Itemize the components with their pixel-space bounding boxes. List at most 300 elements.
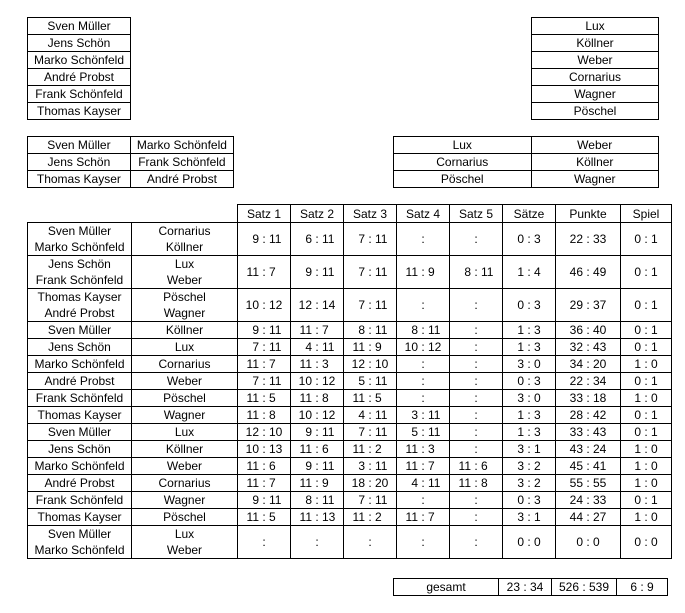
- set-score-value: :: [421, 535, 425, 549]
- set-score: [291, 441, 344, 458]
- set-score-value: 10 : 12: [298, 374, 336, 388]
- set-score-value: :: [421, 357, 425, 371]
- set-score: [397, 373, 450, 390]
- sets-total: [503, 475, 556, 492]
- set-score-value: 8 : 11: [305, 493, 335, 507]
- player-name: Wagner: [532, 86, 659, 103]
- set-score-value: :: [474, 425, 478, 439]
- set-score-value: :: [474, 323, 478, 337]
- column-header: Spiel: [621, 205, 672, 223]
- set-score: [291, 458, 344, 475]
- points-value: 36 : 40: [569, 323, 607, 337]
- set-score: [450, 322, 503, 339]
- column-header: Punkte: [556, 205, 621, 223]
- set-score-value: 7 : 11: [252, 340, 282, 354]
- set-score-value: 11 : 5: [246, 391, 276, 405]
- away-player: [132, 223, 238, 256]
- points-total: [556, 390, 621, 407]
- set-score: [291, 356, 344, 373]
- game-value: 0 : 1: [634, 323, 658, 337]
- away-player: Wagner: [132, 492, 238, 509]
- sets-value: 1 : 4: [517, 265, 541, 279]
- set-score-value: 10 : 12: [298, 408, 336, 422]
- sets-value: 0 : 3: [517, 232, 541, 246]
- set-score-value: 18 : 20: [351, 476, 389, 490]
- column-header: Satz 2: [291, 205, 344, 223]
- set-score: [344, 356, 397, 373]
- sets-value: 0 : 3: [517, 374, 541, 388]
- sets-value: 0 : 3: [517, 298, 541, 312]
- set-score-value: :: [474, 408, 478, 422]
- set-score-value: :: [474, 535, 478, 549]
- sets-value: 0 : 0: [517, 535, 541, 549]
- set-score: [397, 526, 450, 559]
- player-name: Weber: [531, 137, 659, 154]
- set-score-value: :: [474, 298, 478, 312]
- points-total: [556, 441, 621, 458]
- game-result: [621, 407, 672, 424]
- away-player: Weber: [132, 458, 238, 475]
- set-score-value: :: [421, 298, 425, 312]
- player-name: Weber: [532, 52, 659, 69]
- set-score-value: 11 : 7: [405, 510, 435, 524]
- set-score-value: 11 : 3: [405, 442, 435, 456]
- column-header: Sätze: [503, 205, 556, 223]
- set-score-value: 7 : 11: [358, 232, 388, 246]
- header-blank: [28, 205, 132, 223]
- player-name: Cornarius: [394, 154, 532, 171]
- away-player: Lux: [132, 424, 238, 441]
- set-score-value: 4 : 11: [411, 476, 441, 490]
- set-score-value: :: [315, 535, 319, 549]
- points-value: 46 : 49: [569, 265, 607, 279]
- points-total: [556, 458, 621, 475]
- home-player: Jens Schön: [28, 339, 132, 356]
- set-score-value: 11 : 7: [299, 323, 329, 337]
- points-value: 28 : 42: [569, 408, 607, 422]
- set-score: [291, 339, 344, 356]
- player-name: Sven Müller: [47, 527, 112, 541]
- player-name: Frank Schönfeld: [35, 273, 124, 287]
- sets-total: [503, 223, 556, 256]
- home-player: Thomas Kayser: [28, 509, 132, 526]
- set-score-value: 11 : 9: [299, 476, 329, 490]
- player-name: Jens Schön: [28, 35, 131, 52]
- set-score-value: 10 : 12: [245, 298, 283, 312]
- set-score-value: 11 : 6: [299, 442, 329, 456]
- game-value: 1 : 0: [634, 459, 658, 473]
- sets-value: 3 : 1: [517, 510, 541, 524]
- set-score: [238, 509, 291, 526]
- set-score: [344, 441, 397, 458]
- set-score: [291, 475, 344, 492]
- set-score: [397, 441, 450, 458]
- away-player: Pöschel: [132, 390, 238, 407]
- sets-value: 3 : 0: [517, 357, 541, 371]
- set-score-value: 9 : 11: [252, 493, 282, 507]
- set-score: [397, 322, 450, 339]
- set-score-value: 11 : 7: [246, 357, 276, 371]
- player-name: Thomas Kayser: [28, 171, 131, 188]
- sets-total: [503, 424, 556, 441]
- set-score-value: :: [474, 510, 478, 524]
- game-result: [621, 492, 672, 509]
- set-score-value: :: [474, 357, 478, 371]
- home-player: Marko Schönfeld: [28, 356, 132, 373]
- game-value: 1 : 0: [634, 357, 658, 371]
- game-result: [621, 526, 672, 559]
- set-score: [450, 526, 503, 559]
- set-score: [450, 356, 503, 373]
- home-player: Jens Schön: [28, 441, 132, 458]
- set-score-value: 11 : 8: [458, 476, 488, 490]
- set-score: [450, 289, 503, 322]
- set-score: [397, 390, 450, 407]
- game-value: 1 : 0: [634, 391, 658, 405]
- set-score: [450, 458, 503, 475]
- home-player: André Probst: [28, 475, 132, 492]
- set-score-value: 4 : 11: [358, 408, 388, 422]
- set-score-value: :: [421, 374, 425, 388]
- sets-total: [503, 373, 556, 390]
- set-score-value: 9 : 11: [252, 232, 282, 246]
- set-score: [238, 424, 291, 441]
- player-name: Wagner: [531, 171, 659, 188]
- set-score: [238, 492, 291, 509]
- set-score: [238, 526, 291, 559]
- column-header: Satz 4: [397, 205, 450, 223]
- doubles-right: [393, 136, 659, 188]
- set-score-value: 11 : 5: [246, 510, 276, 524]
- points-value: 0 : 0: [576, 535, 600, 549]
- game-value: 0 : 1: [634, 408, 658, 422]
- total-sets: [499, 579, 552, 596]
- away-player: [132, 289, 238, 322]
- set-score-value: 10 : 12: [404, 340, 442, 354]
- home-player: Marko Schönfeld: [28, 458, 132, 475]
- sets-total: [503, 407, 556, 424]
- set-score-value: 9 : 11: [305, 265, 335, 279]
- set-score: [238, 373, 291, 390]
- set-score-value: 7 : 11: [358, 265, 388, 279]
- player-name: André Probst: [130, 171, 233, 188]
- set-score: [238, 256, 291, 289]
- set-score: [344, 492, 397, 509]
- sets-value: 1 : 3: [517, 425, 541, 439]
- points-total: [556, 492, 621, 509]
- total-row: [393, 578, 668, 596]
- player-name: Marko Schönfeld: [34, 240, 125, 254]
- away-player: Lux: [132, 339, 238, 356]
- game-value: 0 : 1: [634, 425, 658, 439]
- set-score: [238, 356, 291, 373]
- set-score-value: 12 : 10: [245, 425, 283, 439]
- points-total: [556, 256, 621, 289]
- set-score-value: 11 : 7: [246, 476, 276, 490]
- player-name: Wagner: [163, 306, 206, 320]
- sets-total: [503, 289, 556, 322]
- set-score: [344, 256, 397, 289]
- set-score: [397, 289, 450, 322]
- home-player: Sven Müller: [28, 322, 132, 339]
- sets-total: [503, 256, 556, 289]
- set-score: [344, 373, 397, 390]
- player-name: André Probst: [44, 306, 115, 320]
- total-label: gesamt: [394, 579, 499, 596]
- player-name: Pöschel: [163, 290, 206, 304]
- points-value: 22 : 34: [569, 374, 607, 388]
- set-score-value: 7 : 11: [358, 493, 388, 507]
- sets-value: 3 : 2: [517, 476, 541, 490]
- set-score: [397, 223, 450, 256]
- player-name: Frank Schönfeld: [28, 86, 131, 103]
- player-name: Lux: [532, 18, 659, 35]
- points-value: 29 : 37: [569, 298, 607, 312]
- total-points: [552, 579, 617, 596]
- set-score-value: 11 : 8: [246, 408, 276, 422]
- points-total: [556, 339, 621, 356]
- set-score: [291, 373, 344, 390]
- home-player: Frank Schönfeld: [28, 492, 132, 509]
- set-score: [344, 509, 397, 526]
- set-score: [291, 526, 344, 559]
- set-score-value: 8 : 11: [358, 323, 388, 337]
- player-name: Sven Müller: [28, 137, 131, 154]
- header-blank: [132, 205, 238, 223]
- away-player: Cornarius: [132, 356, 238, 373]
- player-name: Cornarius: [532, 69, 659, 86]
- set-score-value: 11 : 5: [352, 391, 382, 405]
- points-value: 34 : 20: [569, 357, 607, 371]
- set-score-value: :: [368, 535, 372, 549]
- away-player: Pöschel: [132, 509, 238, 526]
- game-result: [621, 356, 672, 373]
- game-result: [621, 509, 672, 526]
- sets-total: [503, 492, 556, 509]
- set-score-value: 11 : 6: [458, 459, 488, 473]
- set-score-value: 11 : 9: [405, 265, 435, 279]
- home-player: Sven Müller: [28, 424, 132, 441]
- set-score: [291, 390, 344, 407]
- game-value: 0 : 1: [634, 374, 658, 388]
- set-score-value: :: [262, 535, 266, 549]
- doubles-left: [27, 136, 234, 188]
- game-value: 0 : 1: [634, 340, 658, 354]
- set-score: [291, 407, 344, 424]
- points-total: [556, 322, 621, 339]
- set-score-value: 11 : 2: [352, 442, 382, 456]
- set-score-value: 4 : 11: [305, 340, 335, 354]
- set-score: [450, 407, 503, 424]
- game-value: 1 : 0: [634, 442, 658, 456]
- points-total: [556, 356, 621, 373]
- set-score-value: 11 : 7: [405, 459, 435, 473]
- player-name: Lux: [174, 257, 195, 271]
- game-result: [621, 441, 672, 458]
- set-score-value: 11 : 8: [299, 391, 329, 405]
- home-player: André Probst: [28, 373, 132, 390]
- total-sets-value: 23 : 34: [506, 580, 544, 594]
- set-score: [238, 458, 291, 475]
- set-score: [344, 390, 397, 407]
- game-result: [621, 322, 672, 339]
- set-score: [291, 256, 344, 289]
- player-name: Cornarius: [158, 224, 211, 238]
- sets-value: 1 : 3: [517, 340, 541, 354]
- sets-value: 3 : 1: [517, 442, 541, 456]
- away-player: Cornarius: [132, 475, 238, 492]
- player-name: Weber: [166, 273, 203, 287]
- set-score: [450, 256, 503, 289]
- set-score: [291, 492, 344, 509]
- set-score: [450, 441, 503, 458]
- player-name: Frank Schönfeld: [130, 154, 233, 171]
- points-value: 24 : 33: [569, 493, 607, 507]
- sets-total: [503, 509, 556, 526]
- game-result: [621, 424, 672, 441]
- points-total: [556, 373, 621, 390]
- set-score-value: 7 : 11: [358, 425, 388, 439]
- player-name: André Probst: [28, 69, 131, 86]
- set-score: [450, 339, 503, 356]
- sets-value: 3 : 0: [517, 391, 541, 405]
- points-value: 32 : 43: [569, 340, 607, 354]
- set-score: [344, 407, 397, 424]
- set-score: [238, 475, 291, 492]
- player-name: Köllner: [532, 35, 659, 52]
- game-value: 0 : 1: [634, 232, 658, 246]
- team-left-roster: [27, 17, 131, 120]
- sets-value: 1 : 3: [517, 323, 541, 337]
- player-name: Jens Schön: [28, 154, 131, 171]
- set-score: [344, 526, 397, 559]
- sets-value: 0 : 3: [517, 493, 541, 507]
- points-total: [556, 509, 621, 526]
- set-score-value: 5 : 11: [411, 425, 441, 439]
- points-value: 44 : 27: [569, 510, 607, 524]
- set-score: [397, 356, 450, 373]
- set-score-value: 6 : 11: [305, 232, 335, 246]
- set-score: [344, 458, 397, 475]
- points-total: [556, 475, 621, 492]
- points-value: 45 : 41: [569, 459, 607, 473]
- set-score: [291, 223, 344, 256]
- player-name: Köllner: [531, 154, 659, 171]
- set-score-value: :: [474, 442, 478, 456]
- game-result: [621, 373, 672, 390]
- sets-total: [503, 322, 556, 339]
- set-score-value: 5 : 11: [358, 374, 388, 388]
- points-value: 22 : 33: [569, 232, 607, 246]
- sets-total: [503, 458, 556, 475]
- set-score-value: 12 : 14: [298, 298, 336, 312]
- set-score-value: 11 : 13: [299, 510, 336, 524]
- game-value: 0 : 0: [634, 535, 658, 549]
- set-score-value: :: [421, 391, 425, 405]
- player-name: Marko Schönfeld: [34, 543, 125, 557]
- set-score: [397, 424, 450, 441]
- set-score: [291, 289, 344, 322]
- game-result: [621, 339, 672, 356]
- home-player: Thomas Kayser: [28, 407, 132, 424]
- sets-value: 3 : 2: [517, 459, 541, 473]
- points-total: [556, 526, 621, 559]
- set-score-value: 3 : 11: [358, 459, 388, 473]
- set-score-value: 3 : 11: [411, 408, 441, 422]
- set-score: [450, 424, 503, 441]
- player-name: Jens Schön: [48, 257, 111, 271]
- away-player: Weber: [132, 373, 238, 390]
- game-value: 0 : 1: [634, 493, 658, 507]
- set-score: [291, 322, 344, 339]
- points-value: 55 : 55: [569, 476, 607, 490]
- set-score-value: :: [421, 232, 425, 246]
- column-header: Satz 5: [450, 205, 503, 223]
- set-score: [450, 223, 503, 256]
- home-player: Frank Schönfeld: [28, 390, 132, 407]
- points-total: [556, 289, 621, 322]
- player-name: Thomas Kayser: [28, 103, 131, 120]
- set-score-value: 9 : 11: [305, 425, 335, 439]
- game-result: [621, 289, 672, 322]
- set-score: [397, 475, 450, 492]
- column-header: Satz 3: [344, 205, 397, 223]
- set-score: [450, 509, 503, 526]
- total-games-value: 6 : 9: [630, 580, 654, 594]
- player-name: Thomas Kayser: [37, 290, 122, 304]
- set-score-value: 11 : 2: [352, 510, 382, 524]
- game-value: 0 : 1: [634, 265, 658, 279]
- sets-total: [503, 390, 556, 407]
- away-player: [132, 526, 238, 559]
- player-name: Marko Schönfeld: [28, 52, 131, 69]
- set-score-value: 9 : 11: [252, 323, 282, 337]
- set-score: [397, 407, 450, 424]
- set-score: [397, 458, 450, 475]
- home-player: [28, 526, 132, 559]
- sets-total: [503, 526, 556, 559]
- set-score: [238, 223, 291, 256]
- home-player: [28, 223, 132, 256]
- set-score-value: :: [474, 493, 478, 507]
- game-result: [621, 256, 672, 289]
- set-score: [238, 390, 291, 407]
- set-score: [397, 256, 450, 289]
- away-player: Köllner: [132, 441, 238, 458]
- game-value: 0 : 1: [634, 298, 658, 312]
- game-result: [621, 475, 672, 492]
- player-name: Sven Müller: [28, 18, 131, 35]
- set-score-value: 7 : 11: [252, 374, 282, 388]
- set-score: [397, 339, 450, 356]
- away-player: [132, 256, 238, 289]
- sets-total: [503, 339, 556, 356]
- set-score-value: :: [421, 493, 425, 507]
- player-name: Marko Schönfeld: [130, 137, 233, 154]
- set-score-value: :: [474, 374, 478, 388]
- set-score: [450, 373, 503, 390]
- player-name: Weber: [166, 543, 203, 557]
- points-total: [556, 407, 621, 424]
- set-score: [450, 492, 503, 509]
- points-total: [556, 223, 621, 256]
- away-player: Wagner: [132, 407, 238, 424]
- set-score-value: :: [474, 340, 478, 354]
- match-results-table: [27, 204, 672, 559]
- set-score-value: 8 : 11: [464, 265, 494, 279]
- sets-total: [503, 356, 556, 373]
- points-total: [556, 424, 621, 441]
